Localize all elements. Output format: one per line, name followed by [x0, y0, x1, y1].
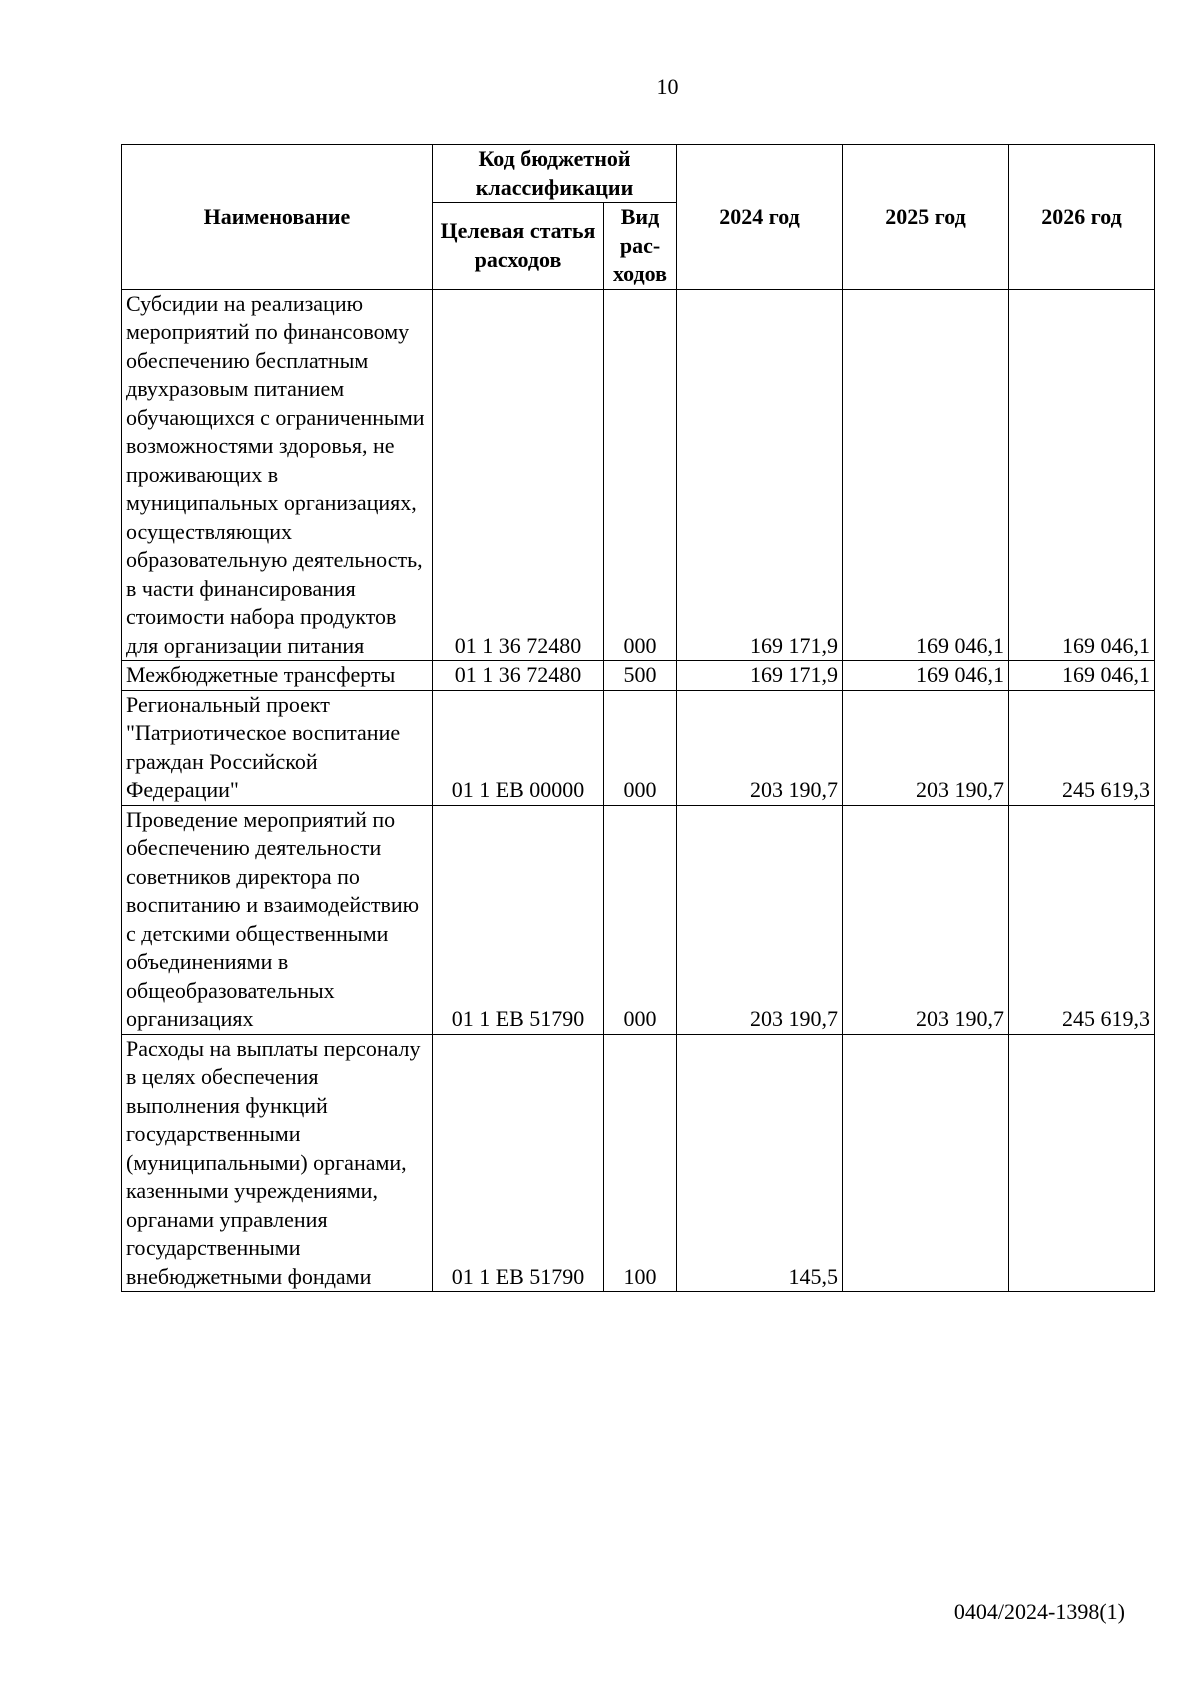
row-name: Субсидии на реализацию мероприятий по финансовому обеспечению бесплатным двухразовым питанием обучающихся с ограниченными возможностями здоровья, не проживающих в муниципальных организациях, осуществляющих образовательную деятельность, в части финансирования стоимости набора продуктов для организации питания: [122, 289, 433, 661]
table-row: [122, 661, 1155, 691]
table-row: [122, 1034, 1155, 1292]
row-amount-2024: 203 190,7: [677, 690, 843, 805]
row-amount-2026: [1009, 1034, 1155, 1292]
document-registration-code: 0404/2024-1398(1): [953, 1599, 1125, 1624]
header-year-2025: 2025 год: [843, 145, 1009, 290]
row-amount-2025: 169 046,1: [843, 661, 1009, 691]
row-amount-2024: 169 171,9: [677, 289, 843, 661]
row-target-article: 01 1 36 72480: [433, 289, 604, 661]
table-row: [122, 805, 1155, 1034]
header-budget-code: Код бюджетной классификации: [433, 145, 677, 203]
row-expense-type: 000: [604, 289, 677, 661]
row-target-article: 01 1 EB 51790: [433, 1034, 604, 1292]
row-expense-type: 000: [604, 690, 677, 805]
row-amount-2025: [843, 1034, 1009, 1292]
row-amount-2025: 169 046,1: [843, 289, 1009, 661]
row-target-article: 01 1 EB 00000: [433, 690, 604, 805]
row-name: Межбюджетные трансферты: [122, 661, 433, 691]
row-amount-2025: 203 190,7: [843, 690, 1009, 805]
row-name: Проведение мероприятий по обеспечению деятельности советников директора по воспитанию и взаимодействию с детскими общественными объединениями в общеобразовательных организациях: [122, 805, 433, 1034]
row-name: Региональный проект "Патриотическое воспитание граждан Российской Федерации": [122, 690, 433, 805]
header-target-article: Целевая статья расходов: [433, 203, 604, 290]
row-amount-2024: 203 190,7: [677, 805, 843, 1034]
row-amount-2026: 245 619,3: [1009, 690, 1155, 805]
row-expense-type: 100: [604, 1034, 677, 1292]
row-amount-2024: 145,5: [677, 1034, 843, 1292]
row-amount-2025: 203 190,7: [843, 805, 1009, 1034]
header-row: [122, 145, 1155, 203]
row-name: Расходы на выплаты персоналу в целях обеспечения выполнения функций государственными (муниципальными) органами, казенными учреждениями, органами управления государственными внебюджетными фондами: [122, 1034, 433, 1292]
budget-table: [121, 144, 1155, 1292]
row-amount-2026: 245 619,3: [1009, 805, 1155, 1034]
table-row: [122, 690, 1155, 805]
header-expense-type: Вид рас-ходов: [604, 203, 677, 290]
row-target-article: 01 1 36 72480: [433, 661, 604, 691]
row-amount-2026: 169 046,1: [1009, 661, 1155, 691]
row-amount-2024: 169 171,9: [677, 661, 843, 691]
header-name: Наименование: [122, 145, 433, 290]
row-expense-type: 500: [604, 661, 677, 691]
header-year-2024: 2024 год: [677, 145, 843, 290]
table-row: [122, 289, 1155, 661]
page-number: 10: [656, 74, 679, 99]
row-expense-type: 000: [604, 805, 677, 1034]
row-target-article: 01 1 EB 51790: [433, 805, 604, 1034]
row-amount-2026: 169 046,1: [1009, 289, 1155, 661]
header-year-2026: 2026 год: [1009, 145, 1155, 290]
